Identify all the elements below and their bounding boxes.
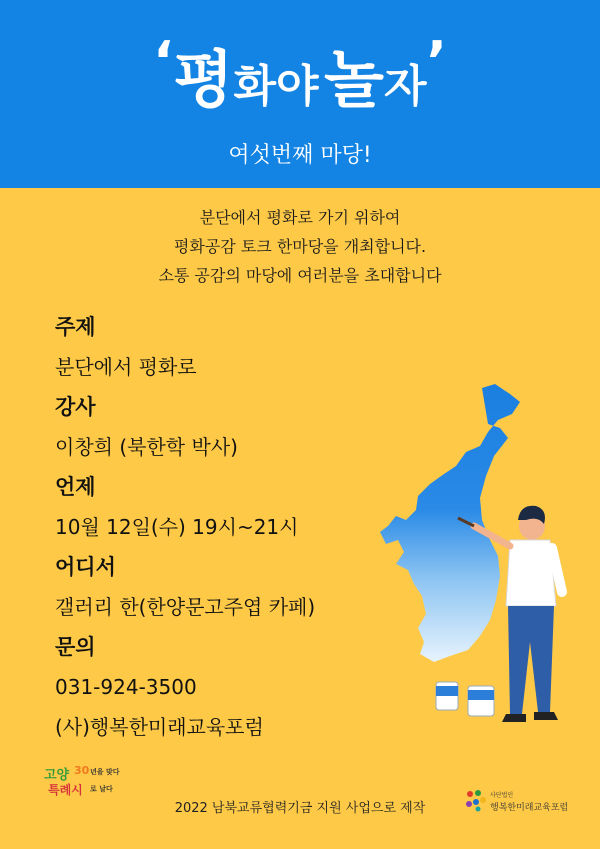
forum-logo [464,788,574,818]
footer-credit: 2022 남북교류협력기금 지원 사업으로 제작 [174,801,426,816]
event-info [55,307,315,747]
page-title [0,30,600,119]
contact-phone: 031-924-3500 [55,675,197,699]
topic-value: 분단에서 평화로 [55,355,197,379]
where-value: 갤러리 한(한양문고주엽 카페) [55,595,316,619]
forum-logo-dots-icon [464,788,488,812]
intro-line: 평화공감 토크 한마당을 개최합니다. [173,237,427,256]
title-hwaya: 화야 [233,61,319,112]
korea-map-painter-illustration [370,380,570,740]
speaker-value: 이창희 (북한학 박사) [55,435,238,459]
contact-label: 문의 [55,635,96,659]
when-value: 10월 12일(수) 19시~21시 [55,515,299,539]
forum-logo-name: 행복한미래교육포럼 [490,803,569,813]
speaker-label: 강사 [55,395,96,419]
forum-logo-prefix: 사단법인 [490,792,514,799]
goyang-city-logo: 고양 30 년을 맞다 특례시 로 날다 [44,764,120,797]
title-close-quote: ’ [426,30,447,93]
intro-text [0,203,600,290]
korea-map-shape [380,384,520,662]
topic-label: 주제 [55,315,96,339]
title-char-nol: 놀 [324,43,384,116]
where-label: 어디서 [55,555,116,579]
intro-line: 분단에서 평화로 가기 위하여 [199,208,401,227]
title-ja: 자 [383,61,427,112]
title-char-pyeong: 평 [173,43,234,116]
intro-line: 소통 공감의 마당에 여러분을 초대합니다 [158,266,442,285]
when-label: 언제 [55,475,96,499]
page-subtitle: 여섯번째 마당! [228,143,372,168]
title-open-quote: ‘ [153,30,174,93]
contact-org: (사)행복한미래교육포럼 [55,715,264,739]
